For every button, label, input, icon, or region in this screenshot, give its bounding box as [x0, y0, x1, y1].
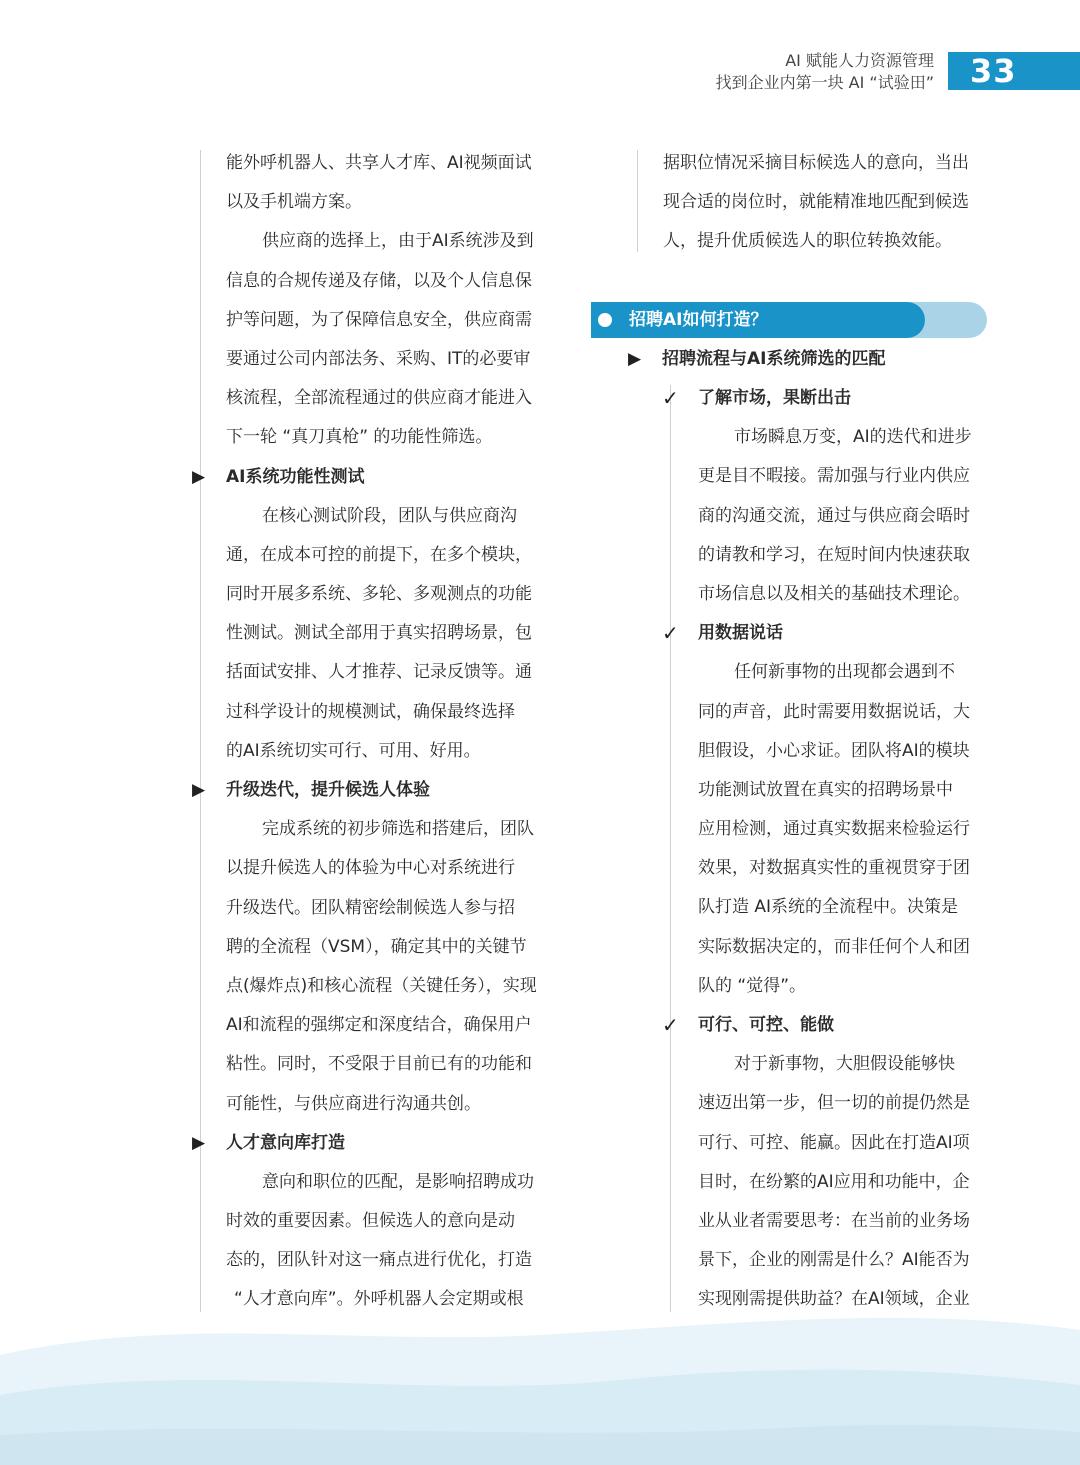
text-line: 括面试安排、人才推荐、记录反馈等。通: [226, 662, 532, 683]
subheading-label: 招聘流程与AI系统筛选的匹配: [662, 349, 886, 369]
checkmark-icon: ✓: [662, 621, 679, 646]
check-item-label: 了解市场，果断出击: [698, 388, 851, 408]
text-line: 态的，团队针对这一痛点进行优化，打造: [226, 1250, 532, 1271]
text-line: 同时开展多系统、多轮、多观测点的功能: [226, 584, 532, 605]
text-line: 的请教和学习，在短时间内快速获取: [698, 544, 970, 565]
text-line: 应用检测，通过真实数据来检验运行: [698, 819, 970, 840]
text-line: 性测试。测试全部用于真实招聘场景，包: [226, 623, 532, 644]
text-line: 胆假设，小心求证。团队将AI的模块: [698, 740, 970, 761]
text-line: 聘的全流程（VSM），确定其中的关键节: [226, 936, 527, 957]
text-line: 功能测试放置在真实的招聘场景中: [698, 779, 953, 800]
text-line: 商的沟通交流，通过与供应商会晤时: [698, 505, 970, 526]
text-line: 效果，对数据真实性的重视贯穿于团: [698, 858, 970, 879]
text-line: 意向和职位的匹配，是影响招聘成功: [262, 1171, 534, 1192]
subheading-ai-test: [192, 458, 556, 497]
text-line: 过科学设计的规模测试，确保最终选择: [226, 701, 515, 722]
left-column: [192, 144, 556, 1320]
text-line: “人才意向库”。外呼机器人会定期或根: [234, 1289, 524, 1310]
triangle-bullet-icon: ▶: [192, 780, 206, 800]
text-line: 任何新事物的出现都会遇到不: [734, 662, 955, 683]
subheading-label: AI系统功能性测试: [226, 466, 365, 487]
subheading-process-match: [628, 340, 982, 379]
text-line: 队的 “觉得”。: [698, 975, 807, 996]
triangle-bullet-icon: ▶: [192, 1132, 206, 1153]
text-line: 实现刚需提供助益？在AI领域，企业: [698, 1289, 970, 1310]
section-header-bar: [591, 302, 987, 338]
text-line: 供应商的选择上，由于AI系统涉及到: [262, 231, 534, 252]
text-line: 对于新事物，大胆假设能够快: [734, 1054, 955, 1075]
text-line: 市场瞬息万变，AI的迭代和进步: [734, 427, 972, 448]
check-item-label: 可行、可控、能做: [698, 1015, 834, 1035]
section-header-main: [591, 302, 925, 338]
checkmark-icon: ✓: [662, 386, 679, 410]
subheading-label: 人才意向库打造: [226, 1132, 345, 1153]
text-line: 护等问题，为了保障信息安全，供应商需: [226, 309, 532, 330]
text-line: AI和流程的强绑定和深度结合，确保用户: [226, 1015, 532, 1036]
text-line: 实际数据决定的，而非任何个人和团: [698, 936, 970, 957]
right-column-body: [662, 379, 998, 1320]
text-line: 更是目不暇接。需加强与行业内供应: [698, 466, 970, 487]
running-header: [716, 50, 934, 94]
text-line: 信息的合规传递及存储，以及个人信息保: [226, 270, 532, 291]
text-line: 可行、可控、能赢。因此在打造AI项: [698, 1132, 970, 1153]
checkmark-icon: ✓: [662, 1013, 679, 1037]
right-column-rule-top: [637, 150, 638, 252]
text-line: 粘性。同时，不受限于目前已有的功能和: [226, 1054, 532, 1075]
text-line: 速迈出第一步，但一切的前提仍然是: [698, 1093, 970, 1114]
page-number: 33: [948, 52, 1080, 90]
text-line: 核流程，全部流程通过的供应商才能进入: [226, 388, 532, 409]
triangle-bullet-icon: ▶: [192, 466, 206, 487]
text-line: 人，提升优质候选人的职位转换效能。: [663, 231, 952, 252]
triangle-bullet-icon: ▶: [628, 349, 642, 369]
subheading-talent-pool: [192, 1124, 556, 1163]
text-line: 的AI系统切实可行、可用、好用。: [226, 740, 481, 761]
text-line: 现合适的岗位时，就能精准地匹配到候选: [663, 192, 969, 213]
bullet-dot-icon: [598, 313, 612, 327]
text-line: 同的声音，此时需要用数据说话，大: [698, 701, 970, 722]
text-line: 可能性，与供应商进行沟通共创。: [226, 1093, 481, 1114]
text-line: 据职位情况采摘目标候选人的意向，当出: [663, 153, 969, 173]
text-line: 队打造 AI系统的全流程中。决策是: [698, 897, 959, 918]
check-item-data: [662, 614, 998, 653]
text-line: 通，在成本可控的前提下，在多个模块，: [226, 544, 532, 565]
header-line-2: 找到企业内第一块 AI “试验田”: [715, 73, 934, 92]
header-line-1: AI 赋能人力资源管理: [785, 51, 934, 70]
text-line: 以提升候选人的体验为中心对系统进行: [226, 858, 515, 879]
text-line: 以及手机端方案。: [226, 192, 362, 213]
subheading-label: 升级迭代，提升候选人体验: [226, 780, 430, 800]
text-line: 要通过公司内部法务、采购、IT的必要审: [226, 348, 531, 369]
decorative-wave: [0, 1300, 1080, 1465]
text-line: 时效的重要因素。但候选人的意向是动: [226, 1211, 515, 1232]
text-line: 完成系统的初步筛选和搭建后，团队: [262, 819, 534, 840]
check-item-market: [662, 379, 998, 418]
text-line: 能外呼机器人、共享人才库、AI视频面试: [226, 153, 532, 173]
text-line: 点(爆炸点)和核心流程（关键任务），实现: [226, 975, 537, 996]
section-title: 招聘AI如何打造？: [629, 310, 768, 330]
text-line: 景下，企业的刚需是什么？AI能否为: [698, 1250, 970, 1271]
check-item-label: 用数据说话: [698, 623, 783, 644]
text-line: 市场信息以及相关的基础技术理论。: [698, 583, 970, 604]
right-column-top: [663, 144, 993, 262]
text-line: 目时，在纷繁的AI应用和功能中，企: [698, 1171, 970, 1192]
text-line: 业从业者需要思考：在当前的业务场: [698, 1210, 970, 1231]
check-item-feasible: [662, 1006, 998, 1045]
right-column-rule-bottom: [670, 385, 671, 1312]
text-line: 升级迭代。团队精密绘制候选人参与招: [226, 897, 515, 918]
text-line: 在核心测试阶段，团队与供应商沟: [262, 505, 517, 526]
right-subheading-block: [628, 340, 982, 379]
subheading-upgrade: [192, 771, 556, 810]
text-line: 下一轮 “真刀真枪” 的功能性筛选。: [226, 427, 493, 448]
